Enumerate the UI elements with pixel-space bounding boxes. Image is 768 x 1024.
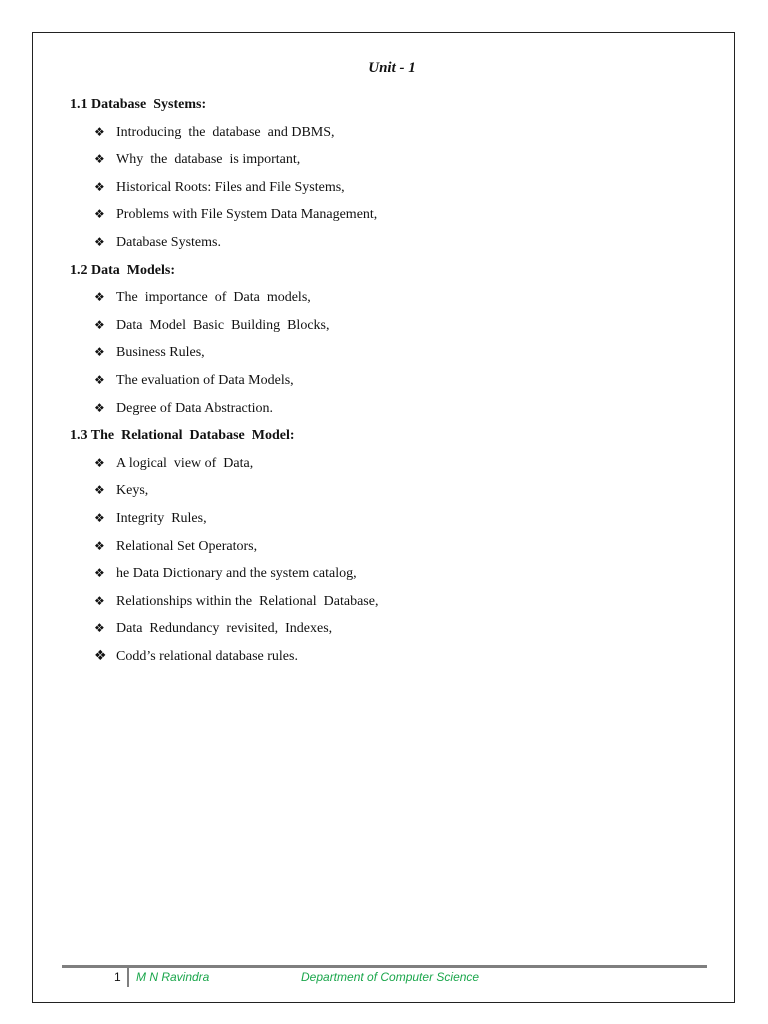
- list-item-text: The importance of Data models,: [116, 290, 311, 306]
- list-item: [70, 615, 690, 643]
- list-item: [70, 560, 690, 588]
- section-heading: 1.1 Database Systems:: [70, 97, 207, 112]
- list-item: [70, 505, 690, 533]
- four-diamond-bullet-icon: ❖: [94, 566, 105, 581]
- list-item-text: Problems with File System Data Management,: [116, 207, 378, 223]
- list-item: [70, 119, 690, 147]
- list-item-text: Introducing the database and DBMS,: [116, 124, 335, 140]
- list-item: [70, 643, 690, 671]
- list-item: [70, 174, 690, 202]
- four-diamond-bullet-icon: ❖: [94, 483, 105, 498]
- list-item-text: Codd’s relational database rules.: [116, 648, 298, 664]
- list-item-text: Relational Set Operators,: [116, 538, 258, 554]
- section-heading: 1.3 The Relational Database Model:: [70, 428, 295, 444]
- four-diamond-bullet-icon: ❖: [94, 124, 105, 139]
- section-heading: 1.2 Data Models:: [70, 262, 175, 278]
- document-title: Unit - 1: [368, 60, 416, 76]
- list-item: [70, 533, 690, 561]
- bullet-list: [70, 284, 690, 422]
- bullet-list: [70, 450, 690, 671]
- list-item: [70, 229, 690, 257]
- list-item-text: Historical Roots: Files and File Systems,: [116, 179, 345, 195]
- list-item-text: The evaluation of Data Models,: [116, 372, 294, 388]
- four-diamond-bullet-icon: ❖: [94, 345, 105, 360]
- list-item: [70, 284, 690, 312]
- list-item: [70, 367, 690, 395]
- footer-author: M N Ravindra: [136, 970, 210, 984]
- list-item-text: Business Rules,: [116, 345, 205, 361]
- four-diamond-bullet-icon: ❖: [94, 317, 105, 332]
- list-item: [70, 201, 690, 229]
- list-item-text: Integrity Rules,: [116, 510, 207, 526]
- list-item: [70, 312, 690, 340]
- list-item-text: he Data Dictionary and the system catalog,: [116, 566, 357, 582]
- document-body: [70, 91, 690, 670]
- four-diamond-bullet-icon: ❖: [94, 372, 105, 387]
- list-item: [70, 146, 690, 174]
- four-diamond-bullet-icon: ❖: [94, 152, 105, 167]
- four-diamond-bullet-icon: ❖: [94, 400, 105, 415]
- list-item: [70, 395, 690, 423]
- page-number: 1: [114, 970, 121, 984]
- four-diamond-bullet-icon: ❖: [94, 179, 105, 194]
- four-diamond-bullet-icon: ❖: [94, 510, 105, 525]
- four-diamond-bullet-icon: ❖: [94, 538, 105, 553]
- four-diamond-bullet-icon: ❖: [94, 593, 105, 608]
- list-item: [70, 339, 690, 367]
- list-item: [70, 477, 690, 505]
- footer-department: Department of Computer Science: [301, 970, 480, 984]
- four-diamond-bullet-icon: ❖: [94, 455, 105, 470]
- list-item: [70, 588, 690, 616]
- list-item-text: Database Systems.: [116, 234, 221, 250]
- four-diamond-bullet-icon: ❖: [94, 207, 105, 222]
- list-item-text: A logical view of Data,: [116, 455, 254, 471]
- four-diamond-bullet-icon: ❖: [94, 290, 105, 305]
- footer-separator: [127, 968, 129, 987]
- page-footer: [62, 968, 707, 988]
- bullet-list: [70, 119, 690, 257]
- four-diamond-bullet-icon: ❖: [94, 621, 105, 636]
- list-item-text: Why the database is important,: [116, 152, 301, 168]
- four-diamond-bullet-icon: ❖: [94, 647, 107, 664]
- list-item-text: Data Model Basic Building Blocks,: [116, 317, 330, 333]
- list-item-text: Relationships within the Relational Database,: [116, 593, 379, 609]
- list-item-text: Data Redundancy revisited, Indexes,: [116, 621, 333, 637]
- list-item-text: Degree of Data Abstraction.: [116, 400, 274, 416]
- four-diamond-bullet-icon: ❖: [94, 234, 105, 249]
- list-item: [70, 450, 690, 478]
- list-item-text: Keys,: [116, 483, 149, 499]
